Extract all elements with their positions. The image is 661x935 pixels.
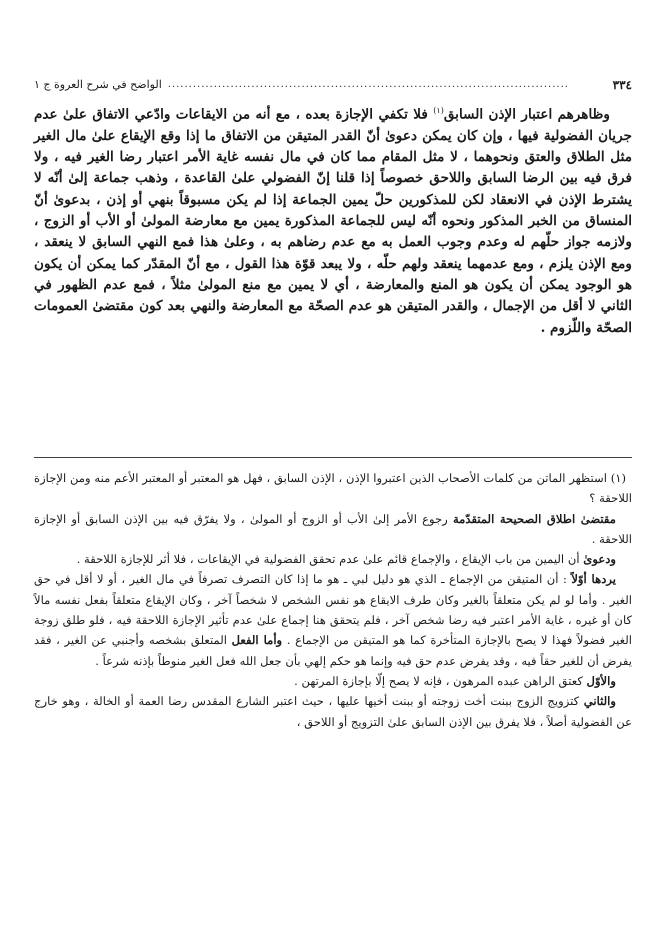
page-number: ٣٣٤ <box>612 78 632 92</box>
footnote-keyword: مقتضىٰ اطلاق الصحيحة المتقدّمة <box>452 511 616 526</box>
footnote-1 <box>34 468 632 509</box>
footnotes <box>34 468 632 732</box>
main-paragraph <box>34 100 632 339</box>
main-text <box>34 100 632 339</box>
footnote-text: : أن المتيقن من الإجماع ـ الذي هو دليل لبي ـ هو ما إذا كان التصرف تصرفاً في مال الغير ، أو لا أقل في حق الغير . وأما لو لم يكن متعلقاً بالغير وكان طرف الايقاع هو نفس الشخص لا شخصاً آخر ، وكان الإيقاع متعلقاً بفعل نفسه مالاً كان أو غيره ، غاية الأمر اعتبر فيه رضا شخص آخر ، فلم يتحقق هنا إجماع علىٰ عدم تأثير الإجازة اللاحقة فيه ، فلو طلق زوجة الغير فضولاً فهذا لا يصح بالإجازة المتأخرة كما هو المتيقن من الإجماع . <box>34 572 632 648</box>
footnote-paragraph <box>34 549 632 569</box>
footnote-number: (١) <box>610 471 626 485</box>
footnote-paragraph <box>34 691 632 732</box>
footnote-paragraph <box>34 509 632 550</box>
footnote-paragraph <box>34 671 632 691</box>
running-header <box>34 76 632 94</box>
footnote-paragraph <box>34 569 632 670</box>
footnote-keyword: وأما الفعل <box>231 633 283 648</box>
footnote-keyword: يردها أوّلاً <box>571 572 616 587</box>
main-paragraph-start: وظاهرهم اعتبار الإذن السابق <box>443 106 611 123</box>
footnote-separator <box>34 457 632 458</box>
footnote-text: كتزويج الزوج ببنت أخت زوجته أو ببنت أخيها عليها ، حيث اعتبر الشارع المقدس رضا العمة أو الخالة ، وهو خارج عن الفضولية أصلاً ، فلا يفرق بين الإذن السابق علىٰ التزويج أو اللاحق ، <box>34 694 632 729</box>
footnote-text: أن اليمين من باب الإيقاع ، والإجماع قائم علىٰ عدم تحقق الفضولية في الإيقاعات ، فلا أثر للإجازة اللاحقة . <box>76 552 584 567</box>
footnote-text: المتعلق بشخصه وأجنبي عن الغير ، فقد يفرض أن للغير حقاً فيه ، وقد يفرض عدم حق فيه وإنما هو حكم إلهي بأن جعل الله فعل الغير منوطاً بإذنه شرعاً . <box>34 633 632 668</box>
footnote-text: رجوع الأمر إلىٰ الأب أو الزوج أو المولىٰ ، ولا يفرّق فيه بين الإذن السابق أو الإجازة اللاحقة . <box>34 511 632 546</box>
footnote-text: كعتق الراهن عبده المرهون ، فإنه لا يصح إلّا بإجازة المرتهن . <box>294 673 587 688</box>
footnote-keyword: والثاني <box>583 694 616 709</box>
footnote-keyword: والأوّل <box>586 673 616 688</box>
main-paragraph-rest: فلا تكفي الإجازة بعده ، مع أنه من الايقاعات وادّعي الاتفاق علىٰ عدم جريان الفضولية فيها ، وإن كان يمكن دعوىٰ أنّ القدر المتيقن من الاتفاق ما إذا وقع الإيقاع علىٰ مال الغير مثل الطلاق والعتق ونحوهما ، لا مثل المقام مما كان في مال نفسه غاية الأمر اعتبار رضا الغير فيه ، ولا فرق فيه بين الرضا السابق واللاحق خصوصاً إذا قلنا إنّ الفضولي علىٰ القاعدة ، وذهب جماعة إلىٰ أنّه لا يشترط الإذن في الانعقاد لكن للمذكورين حلّ يمين الجماعة إذا لم يكن مسبوقاً بنهي أو إذن ، بدعوىٰ أنّ المنساق من الخبر المذكور ونحوه أنّه ليس للجماعة المذكورة يمين مع معارضة المولىٰ أو الأب أو الزوج ، ولازمه جواز حلّهم له وعدم وجوب العمل به مع عدم رضاهم به ، وعلىٰ هذا فمع النهي السابق لا ينعقد ، ومع الإذن يلزم ، ومع عدمهما ينعقد ولهم حلّه ، ولا يبعد قوّة هذا القول ، مع أنّ المقدّر كما يمكن أن يكون هو الوجود يمكن أن يكون هو المنع والمعارضة ، أي لا يمين مع منع المولىٰ مثلاً ، فمع عدم الظهور في الثاني لا أقل من الإجمال ، والقدر المتيقن هو عدم الصحّة مع المعارضة والنهي بعد كون مقتضىٰ العمومات الصحّة واللّزوم . <box>34 106 632 336</box>
footnote-text: استظهر الماتن من كلمات الأصحاب الذين اعتبروا الإذن ، الإذن السابق ، فهل هو المعتبر أو المعتبر الأعم منه ومن الإجازة اللاحقة ؟ <box>34 471 632 506</box>
footnote-keyword: ودعوىٰ <box>583 552 616 567</box>
header-leader-dots: ................................................................................................ <box>167 79 569 90</box>
footnote-reference: (١) <box>433 106 444 115</box>
book-title: الواضح في شرح العروة ج ١ <box>34 78 162 91</box>
